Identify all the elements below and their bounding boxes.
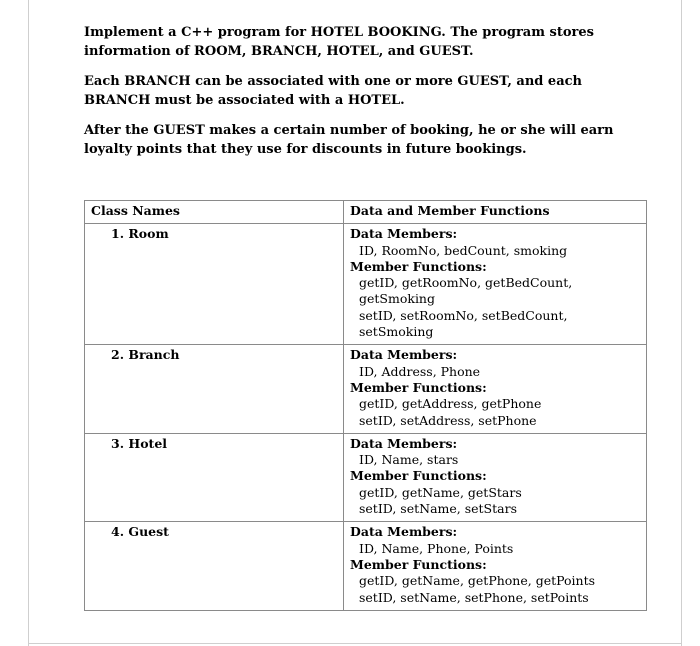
class-name-cell <box>85 433 344 521</box>
class-name: 2. Branch <box>111 347 180 363</box>
getter-functions: getID, getRoomNo, getBedCount, getSmoking <box>359 275 573 307</box>
class-name: 1. Room <box>111 226 169 242</box>
class-name: 4. Guest <box>111 524 169 540</box>
class-name: 3. Hotel <box>111 435 168 451</box>
data-members-label: Data Members: <box>350 435 458 451</box>
getter-functions: getID, getName, getPhone, getPoints <box>359 573 596 589</box>
header-class-names <box>85 201 344 224</box>
setter-functions: setID, setRoomNo, setBedCount, setSmoking <box>359 307 568 340</box>
class-details-cell <box>344 224 647 345</box>
table-row-hotel <box>85 433 647 521</box>
data-members-label: Data Members: <box>350 524 458 540</box>
table-row-room <box>85 224 647 345</box>
table-row-branch <box>85 345 647 433</box>
setter-functions: setID, setName, setPhone, setPoints <box>359 589 589 605</box>
data-members-list: ID, Name, Phone, Points <box>359 540 514 556</box>
intro-paragraph-3: After the GUEST makes a certain number of booking, he or she will earn loyalty points that they use for discounts in future bookings. <box>84 123 614 157</box>
setter-functions: setID, setName, setStars <box>359 501 517 517</box>
setter-functions: setID, setAddress, setPhone <box>359 412 537 428</box>
data-members-list: ID, Name, stars <box>359 452 459 468</box>
header-data-functions-label: Data and Member Functions <box>350 203 550 218</box>
class-details-cell <box>344 433 647 521</box>
class-table <box>84 200 647 611</box>
member-functions-label: Member Functions: <box>350 468 487 484</box>
header-data-functions <box>344 201 647 224</box>
class-name-cell <box>85 522 344 610</box>
page-border-bottom <box>28 643 682 644</box>
data-members-list: ID, RoomNo, bedCount, smoking <box>359 242 568 258</box>
table-row-guest <box>85 522 647 610</box>
member-functions-label: Member Functions: <box>350 258 487 274</box>
class-name-cell <box>85 224 344 345</box>
page-border-right <box>681 0 682 646</box>
page-border-left <box>28 0 29 646</box>
class-name-cell <box>85 345 344 433</box>
data-members-label: Data Members: <box>350 347 458 363</box>
data-members-list: ID, Address, Phone <box>359 363 481 379</box>
data-members-label: Data Members: <box>350 226 458 242</box>
class-details-cell <box>344 522 647 610</box>
class-details-cell <box>344 345 647 433</box>
intro-paragraph-2: Each BRANCH can be associated with one or more GUEST, and each BRANCH must be associated with a HOTEL. <box>84 74 582 108</box>
member-functions-label: Member Functions: <box>350 379 487 395</box>
table-header-row <box>85 201 647 224</box>
header-class-names-label: Class Names <box>91 203 180 218</box>
intro-paragraph-1: Implement a C++ program for HOTEL BOOKING. The program stores information of ROOM, BRANCH, HOTEL, and GUEST. <box>84 25 594 59</box>
member-functions-label: Member Functions: <box>350 556 487 572</box>
getter-functions: getID, getName, getStars <box>359 484 522 500</box>
getter-functions: getID, getAddress, getPhone <box>359 396 542 412</box>
